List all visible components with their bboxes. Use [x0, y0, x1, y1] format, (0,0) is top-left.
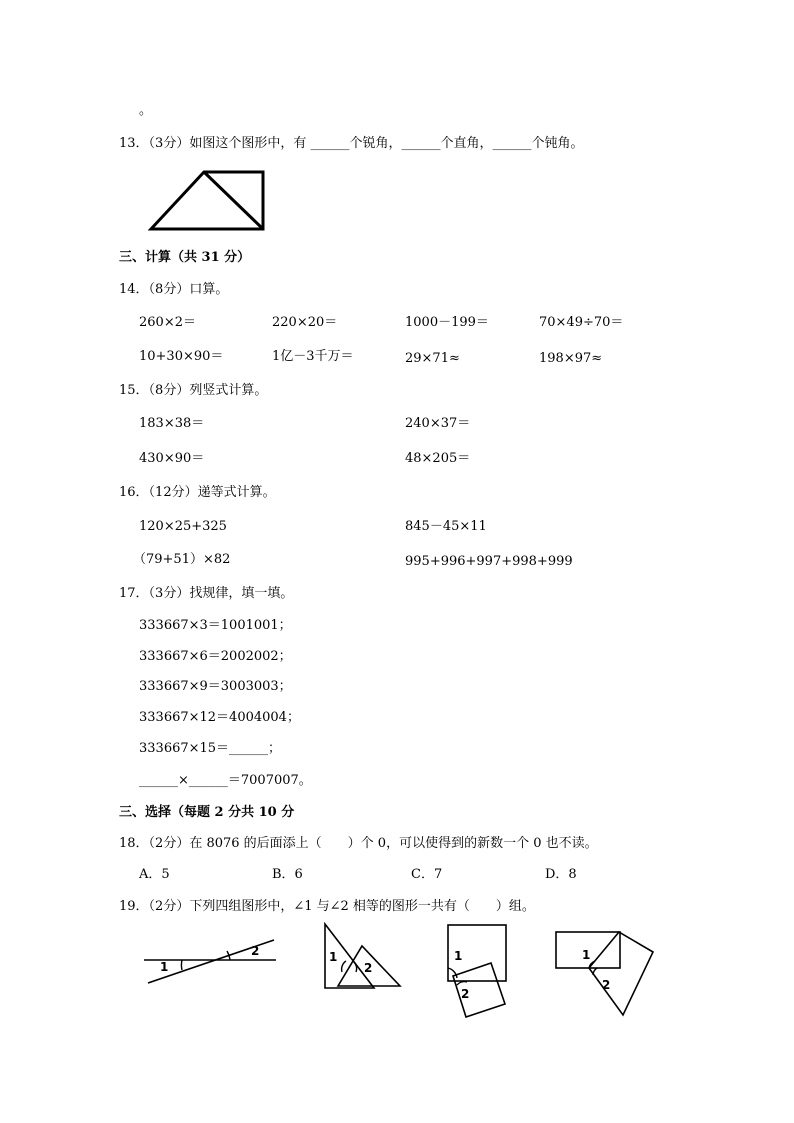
- q14-item: 1亿－3千万＝: [272, 349, 354, 364]
- angle-label-2: 2: [364, 961, 373, 975]
- angle-label-2: 2: [251, 944, 260, 958]
- q17-line: 333667×9＝3003003；: [139, 679, 292, 694]
- q16-item: （79+51）×82: [133, 552, 231, 567]
- q19-figure-3: [445, 922, 515, 1022]
- question-17-title: 17．（3分）找规律，填一填。: [119, 586, 294, 601]
- top-mark: 。: [139, 103, 153, 118]
- q14-item: 220×20＝: [272, 315, 338, 330]
- angle-label-2: 2: [461, 987, 470, 1001]
- q16-item: 120×25+325: [139, 519, 227, 534]
- angle-label-1: 1: [329, 950, 338, 964]
- q14-item: 70×49÷70＝: [539, 315, 624, 330]
- q14-item: 1000－199＝: [405, 315, 489, 330]
- angle-label-2: 2: [602, 978, 611, 992]
- q16-item: 995+996+997+998+999: [405, 554, 573, 569]
- q18-option-b: B．6: [272, 867, 303, 882]
- q19-figure-4: [553, 928, 657, 1020]
- q18-option-c: C．7: [411, 867, 443, 882]
- q17-line: 333667×3＝1001001；: [139, 618, 292, 633]
- q13-figure: [148, 168, 268, 234]
- q14-item: 260×2＝: [139, 315, 196, 330]
- question-15-title: 15．（8分）列竖式计算。: [119, 383, 268, 398]
- q15-item: 240×37＝: [405, 416, 471, 431]
- angle-label-1: 1: [454, 949, 463, 963]
- q17-line: 333667×6＝2002002；: [139, 649, 292, 664]
- q18-option-a: A．5: [139, 867, 170, 882]
- q14-item: 198×97≈: [539, 351, 603, 366]
- q19-figure-2: [322, 922, 406, 992]
- q17-line: 333667×12＝4004004；: [139, 710, 300, 725]
- section-choice-title: 三、选择（每题 2 分共 10 分: [119, 805, 295, 820]
- question-18: 18．（2分）在 8076 的后面添上（ ）个 0，可以使得到的新数一个 0 也不读。: [119, 836, 598, 851]
- question-19: 19．（2分）下列四组图形中，∠1 与∠2 相等的图形一共有（ ）组。: [119, 899, 535, 914]
- q15-item: 430×90＝: [139, 451, 205, 466]
- section-calc-title: 三、计算（共 31 分）: [119, 250, 251, 265]
- q14-item: 10+30×90＝: [139, 349, 224, 364]
- q19-figure-1: [144, 935, 280, 987]
- q15-item: 48×205＝: [405, 451, 471, 466]
- question-14-title: 14．（8分）口算。: [119, 282, 229, 297]
- angle-label-1: 1: [582, 948, 591, 962]
- question-16-title: 16．（12分）递等式计算。: [119, 485, 276, 500]
- question-13: 13．（3分）如图这个图形中，有 ______个锐角，______个直角，______个钝角。: [119, 136, 584, 151]
- q15-item: 183×38＝: [139, 416, 205, 431]
- q18-option-d: D．8: [545, 867, 577, 882]
- q17-line: 333667×15＝______；: [139, 741, 282, 756]
- q14-item: 29×71≈: [405, 351, 460, 366]
- angle-label-1: 1: [160, 960, 169, 974]
- q16-item: 845－45×11: [405, 519, 487, 534]
- q17-line: ______×______＝7007007。: [139, 773, 312, 788]
